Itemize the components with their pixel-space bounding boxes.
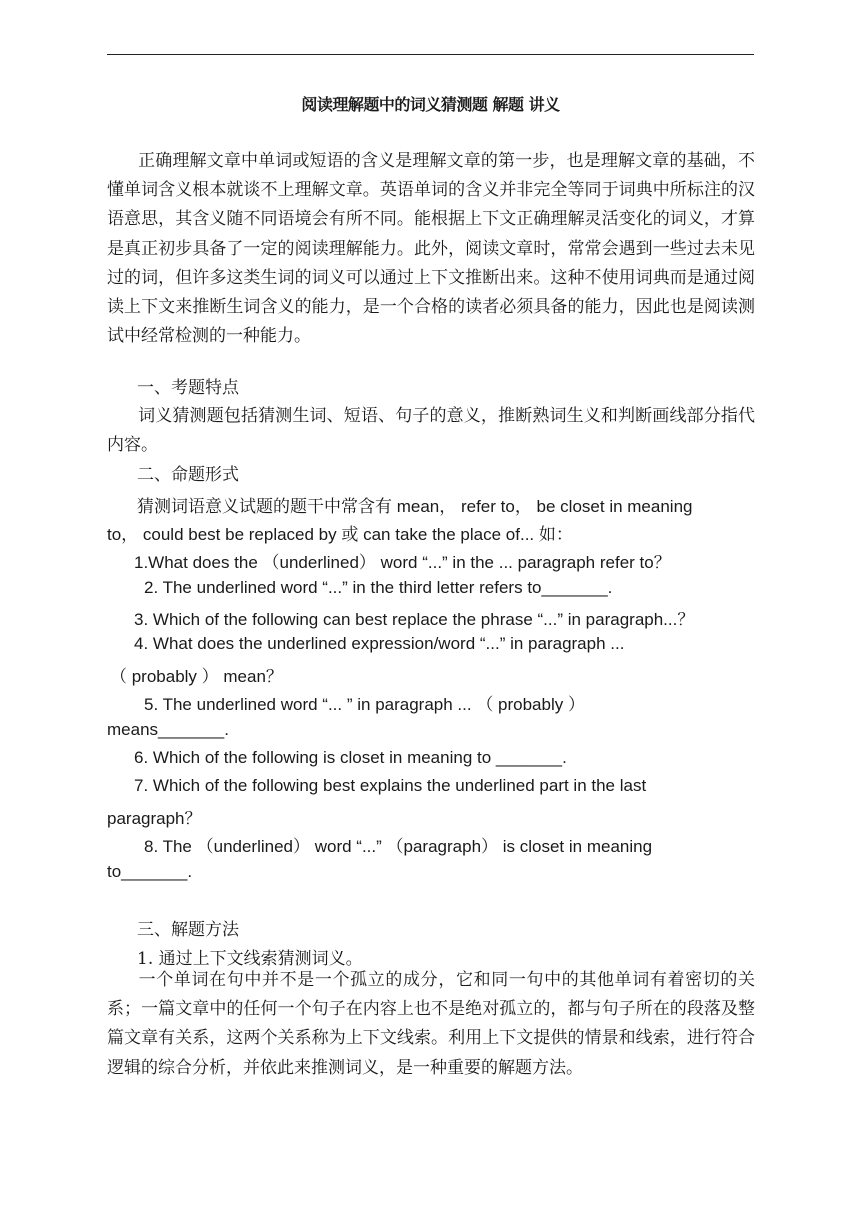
question-2: 2. The underlined word “...” in the third letter refers to_______.	[144, 578, 613, 597]
section2-intro-line2: to， could best be replaced by 或 can take the place of... 如：	[107, 525, 573, 544]
question-3: 3. Which of the following can best replace the phrase “...” in paragraph...？	[134, 610, 695, 629]
section2-intro-line1: 猜测词语意义试题的题干中常含有 mean， refer to， be closet in meaning	[137, 497, 693, 516]
section3-text: 一个单词在句中并不是一个孤立的成分，它和同一句中的其他单词有着密切的关系；一篇文章中的任何一个句子在内容上也不是绝对孤立的，都与句子所在的段落及整篇文章有关系，这两个关系称为上下文线索。利用上下文提供的情景和线索，进行符合逻辑的综合分析，并依此来推测词义，是一种重要的解题方法。	[107, 970, 755, 1078]
intro-paragraph	[107, 147, 755, 351]
section3-sub1: 1. 通过上下文线索猜测词义。	[137, 949, 363, 969]
question-8-line1: 8. The （underlined） word “...” （paragraph） is closet in meaning	[144, 837, 653, 856]
question-6: 6. Which of the following is closet in meaning to _______.	[134, 748, 567, 767]
header-rule	[107, 54, 754, 55]
section3-body	[107, 966, 755, 1083]
section2-heading: 二、命题形式	[137, 465, 239, 485]
section1-body	[107, 402, 755, 460]
section1-text: 词义猜测题包括猜测生词、短语、句子的意义，推断熟词生义和判断画线部分指代内容。	[107, 406, 755, 456]
intro-text: 正确理解文章中单词或短语的含义是理解文章的第一步，也是理解文章的基础，不懂单词含义根本就谈不上理解文章。英语单词的含义并非完全等同于词典中所标注的汉语意思，其含义随不同语境会有所不同。能根据上下文正确理解灵活变化的词义，才算是真正初步具备了一定的阅读理解能力。此外，阅读文章时，常常会遇到一些过去未见过的词，但许多这类生词的词义可以通过上下文推断出来。这种不使用词典而是通过阅读上下文来推断生词含义的能力，是一个合格的读者必须具备的能力，因此也是阅读测试中经常检测的一种能力。	[107, 151, 755, 347]
question-4-line2: （ probably ） mean？	[110, 667, 283, 686]
question-7-line1: 7. Which of the following best explains the underlined part in the last	[134, 776, 647, 795]
question-4-line1: 4. What does the underlined expression/word “...” in paragraph ...	[134, 634, 625, 653]
question-5-line2: means_______.	[107, 720, 229, 739]
question-8-line2: to_______.	[107, 862, 193, 881]
question-1: 1.What does the （underlined） word “...” in the ... paragraph refer to？	[134, 553, 671, 572]
document-title: 阅读理解题中的词义猜测题 解题 讲义	[301, 95, 560, 114]
section3-heading: 三、解题方法	[137, 920, 239, 940]
section1-heading: 一、考题特点	[137, 378, 239, 398]
question-5-line1: 5. The underlined word “... ” in paragraph ... （ probably ）	[144, 695, 585, 714]
question-7-line2: paragraph？	[107, 809, 202, 828]
